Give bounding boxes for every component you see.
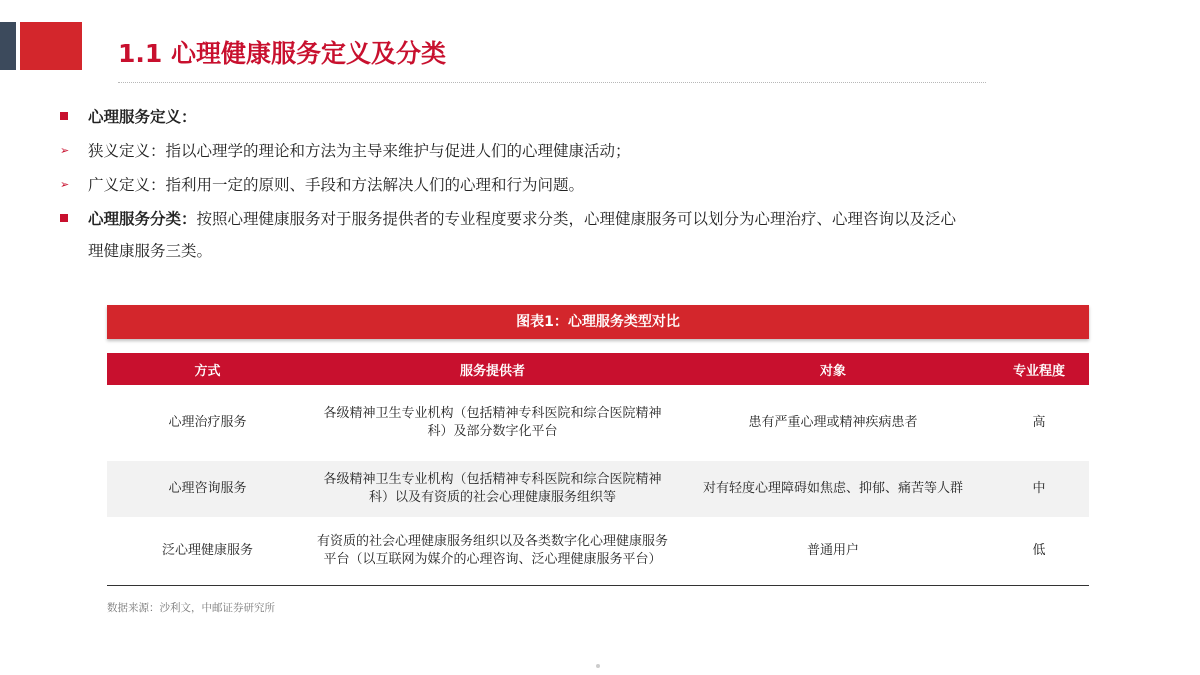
table-cell: 泛心理健康服务 <box>107 517 308 586</box>
table-cell: 低 <box>989 517 1089 586</box>
title-divider <box>118 82 986 83</box>
table-cell: 中 <box>989 461 1089 517</box>
table-cell: 各级精神卫生专业机构（包括精神专科医院和综合医院精神科）以及有资质的社会心理健康服务组织等 <box>308 461 677 517</box>
bullet-text: 广义定义：指利用一定的原则、手段和方法解决人们的心理和行为问题。 <box>88 176 585 194</box>
bullet-list <box>58 100 1168 268</box>
arrow-bullet-icon: ➢ <box>60 144 70 157</box>
table-cell: 心理治疗服务 <box>107 385 308 461</box>
table-row <box>107 461 1089 517</box>
bullet-item <box>58 202 1168 236</box>
table-row <box>107 385 1089 461</box>
bullet-item <box>58 168 1168 202</box>
table-cell: 心理咨询服务 <box>107 461 308 517</box>
table-header-row <box>107 353 1089 385</box>
column-header: 方式 <box>107 353 308 385</box>
table-cell: 对有轻度心理障碍如焦虑、抑郁、痛苦等人群 <box>677 461 989 517</box>
bullet-item <box>58 134 1168 168</box>
slide-title: 1.1 心理健康服务定义及分类 <box>118 39 446 68</box>
arrow-bullet-icon: ➢ <box>60 178 70 191</box>
square-bullet-icon <box>60 202 80 236</box>
table-cell: 高 <box>989 385 1089 461</box>
bullet-text: 狭义定义：指以心理学的理论和方法为主导来维护与促进人们的心理健康活动； <box>88 142 631 160</box>
table-row <box>107 517 1089 586</box>
table-caption: 图表1：心理服务类型对比 <box>107 305 1089 339</box>
table-cell: 患有严重心理或精神疾病患者 <box>677 385 989 461</box>
source-note: 数据来源：沙利文，中邮证券研究所 <box>107 602 275 614</box>
bullet-item <box>58 100 1168 134</box>
comparison-table <box>107 353 1089 586</box>
column-header: 专业程度 <box>989 353 1089 385</box>
column-header: 服务提供者 <box>308 353 677 385</box>
bullet-continuation: 理健康服务三类。 <box>88 242 213 260</box>
comparison-table-block <box>107 305 1089 586</box>
page-indicator-dot <box>596 664 600 668</box>
bullet-text: 按照心理健康服务对于服务提供者的专业程度要求分类，心理健康服务可以划分为心理治疗、心理咨询以及泛心 <box>196 210 957 228</box>
square-bullet-icon <box>60 100 80 134</box>
accent-bar-grey <box>0 22 16 70</box>
bullet-heading: 心理服务定义： <box>88 108 197 126</box>
table-cell: 有资质的社会心理健康服务组织以及各类数字化心理健康服务平台（以互联网为媒介的心理咨询、泛心理健康服务平台） <box>308 517 677 586</box>
bullet-heading: 心理服务分类： <box>88 210 197 228</box>
accent-bar-red <box>20 22 82 70</box>
table-cell: 各级精神卫生专业机构（包括精神专科医院和综合医院精神科）及部分数字化平台 <box>308 385 677 461</box>
table-cell: 普通用户 <box>677 517 989 586</box>
column-header: 对象 <box>677 353 989 385</box>
